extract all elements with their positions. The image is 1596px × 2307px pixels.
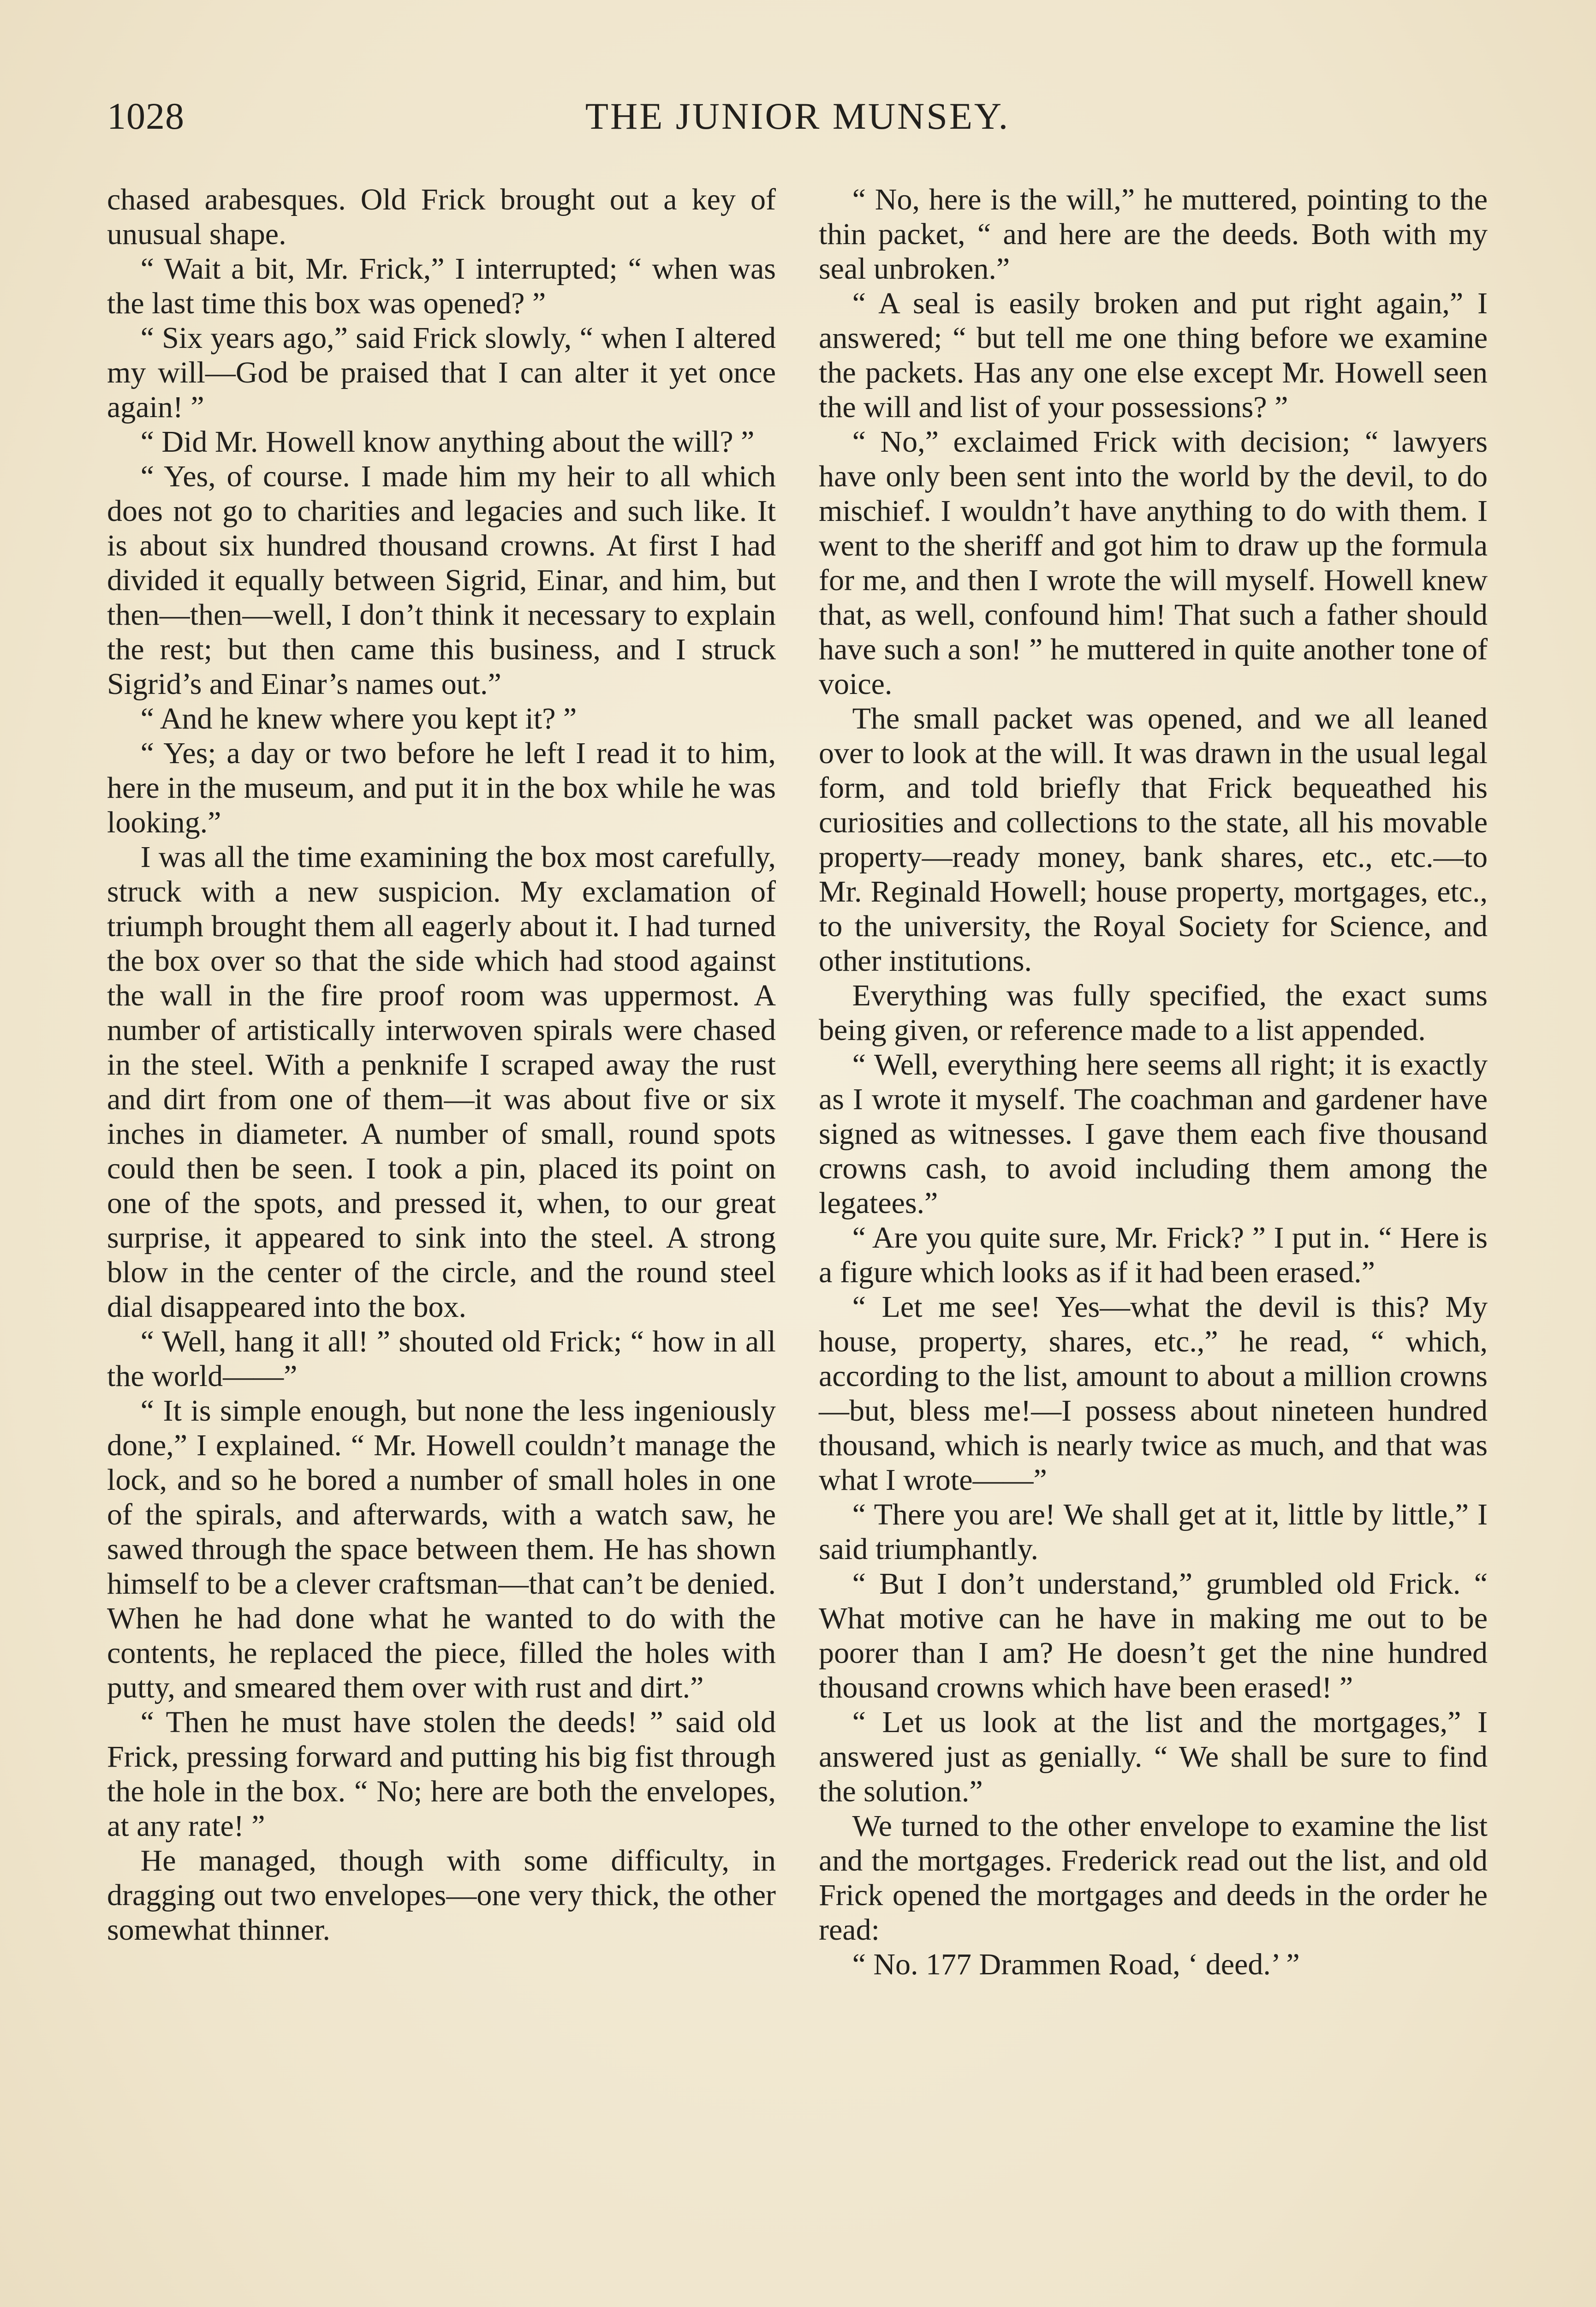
paragraph: “ A seal is easily broken and put right again,” I answered; “ but tell me one thing before we examine the packets. Has any one else except Mr. Howell seen the will and list of your possessions? ” (819, 287, 1488, 424)
paragraph: chased arabesques. Old Frick brought out a key of unusual shape. (107, 183, 776, 251)
paragraph: “ Are you quite sure, Mr. Frick? ” I put in. “ Here is a figure which looks as if it had been erased.” (819, 1221, 1488, 1289)
paragraph: “ Six years ago,” said Frick slowly, “ when I altered my will—God be praised that I can alter it yet once again! ” (107, 321, 776, 424)
paragraph: The small packet was opened, and we all leaned over to look at the will. It was drawn in the usual legal form, and told briefly that Frick bequeathed his curiosities and collections to the state, all his movable property—ready money, bank shares, etc., etc.—to Mr. Reginald Howell; house property, mortgages, etc., to the university, the Royal Society for Science, and other institutions. (819, 702, 1488, 978)
paragraph: I was all the time examining the box most carefully, struck with a new suspicion. My exclamation of triumph brought them all eagerly about it. I had turned the box over so that the side which had stood against the wall in the fire proof room was uppermost. A number of artistically interwoven spirals were chased in the steel. With a penknife I scraped away the rust and dirt from one of them—it was about five or six inches in diameter. A number of small, round spots could then be seen. I took a pin, placed its point on one of the spots, and pressed it, when, to our great surprise, it appeared to sink into the steel. A strong blow in the center of the circle, and the round steel dial disappeared into the box. (107, 840, 776, 1324)
paragraph: “ Yes; a day or two before he left I read it to him, here in the museum, and put it in the box while he was looking.” (107, 736, 776, 839)
paragraph: “ Let me see! Yes—what the devil is this? My house, property, shares, etc.,” he read, “ which, according to the list, amount to about a million crowns—but, bless me!—I possess about nineteen hundred thousand, which is nearly twice as much, and that was what I wrote——” (819, 1290, 1488, 1497)
paragraph: “ It is simple enough, but none the less ingeniously done,” I explained. “ Mr. Howell couldn’t manage the lock, and so he bored a number of small holes in one of the spirals, and afterwards, with a watch saw, he sawed through the space between them. He has shown himself to be a clever craftsman—that can’t be denied. When he had done what he wanted to do with the contents, he replaced the piece, filled the holes with putty, and smeared them over with rust and dirt.” (107, 1394, 776, 1704)
left-column (107, 182, 776, 1947)
paragraph: “ And he knew where you kept it? ” (140, 702, 577, 735)
paragraph: “ Yes, of course. I made him my heir to all which does not go to charities and legacies and such like. It is about six hundred thousand crowns. At first I had divided it equally between Sigrid, Einar, and him, but then—then—well, I don’t think it necessary to explain the rest; but then came this business, and I struck Sigrid’s and Einar’s names out.” (107, 460, 776, 701)
running-title: THE JUNIOR MUNSEY. (585, 95, 1010, 137)
paragraph: “ But I don’t understand,” grumbled old Frick. “ What motive can he have in making me out to be poorer than I am? He doesn’t get the nine hundred thousand crowns which have been erased! ” (819, 1567, 1488, 1704)
paragraph: We turned to the other envelope to examine the list and the mortgages. Frederick read out the list, and old Frick opened the mortgages and deeds in the order he read: (819, 1809, 1488, 1947)
paragraph: “ No,” exclaimed Frick with decision; “ lawyers have only been sent into the world by the devil, to do mischief. I wouldn’t have anything to do with them. I went to the sheriff and got him to draw up the formula for me, and then I wrote the will myself. Howell knew that, as well, confound him! That such a father should have such a son! ” he muttered in quite another tone of voice. (819, 425, 1488, 701)
paragraph: “ No, here is the will,” he muttered, pointing to the thin packet, “ and here are the deeds. Both with my seal unbroken.” (819, 183, 1488, 286)
page-header (107, 95, 1488, 150)
paragraph: “ Did Mr. Howell know anything about the will? ” (140, 425, 755, 459)
paragraph: “ No. 177 Drammen Road, ‘ deed.’ ” (852, 1948, 1300, 1981)
right-column (819, 182, 1488, 1982)
paragraph: “ There you are! We shall get at it, little by little,” I said triumphantly. (819, 1498, 1488, 1566)
paragraph: “ Wait a bit, Mr. Frick,” I interrupted; “ when was the last time this box was opened? ” (107, 252, 776, 320)
paragraph: “ Well, everything here seems all right; it is exactly as I wrote it myself. The coachman and gardener have signed as witnesses. I gave them each five thousand crowns cash, to avoid including them among the legatees.” (819, 1048, 1488, 1220)
page-number: 1028 (107, 95, 185, 137)
paragraph: “ Then he must have stolen the deeds! ” said old Frick, pressing forward and putting his big fist through the hole in the box. “ No; here are both the envelopes, at any rate! ” (107, 1705, 776, 1843)
paragraph: “ Let us look at the list and the mortgages,” I answered just as genially. “ We shall be sure to find the solution.” (819, 1705, 1488, 1808)
paragraph: “ Well, hang it all! ” shouted old Frick; “ how in all the world——” (107, 1325, 776, 1393)
paragraph: He managed, though with some difficulty, in dragging out two envelopes—one very thick, the other somewhat thinner. (107, 1844, 776, 1947)
paragraph: Everything was fully specified, the exact sums being given, or reference made to a list appended. (819, 979, 1488, 1047)
